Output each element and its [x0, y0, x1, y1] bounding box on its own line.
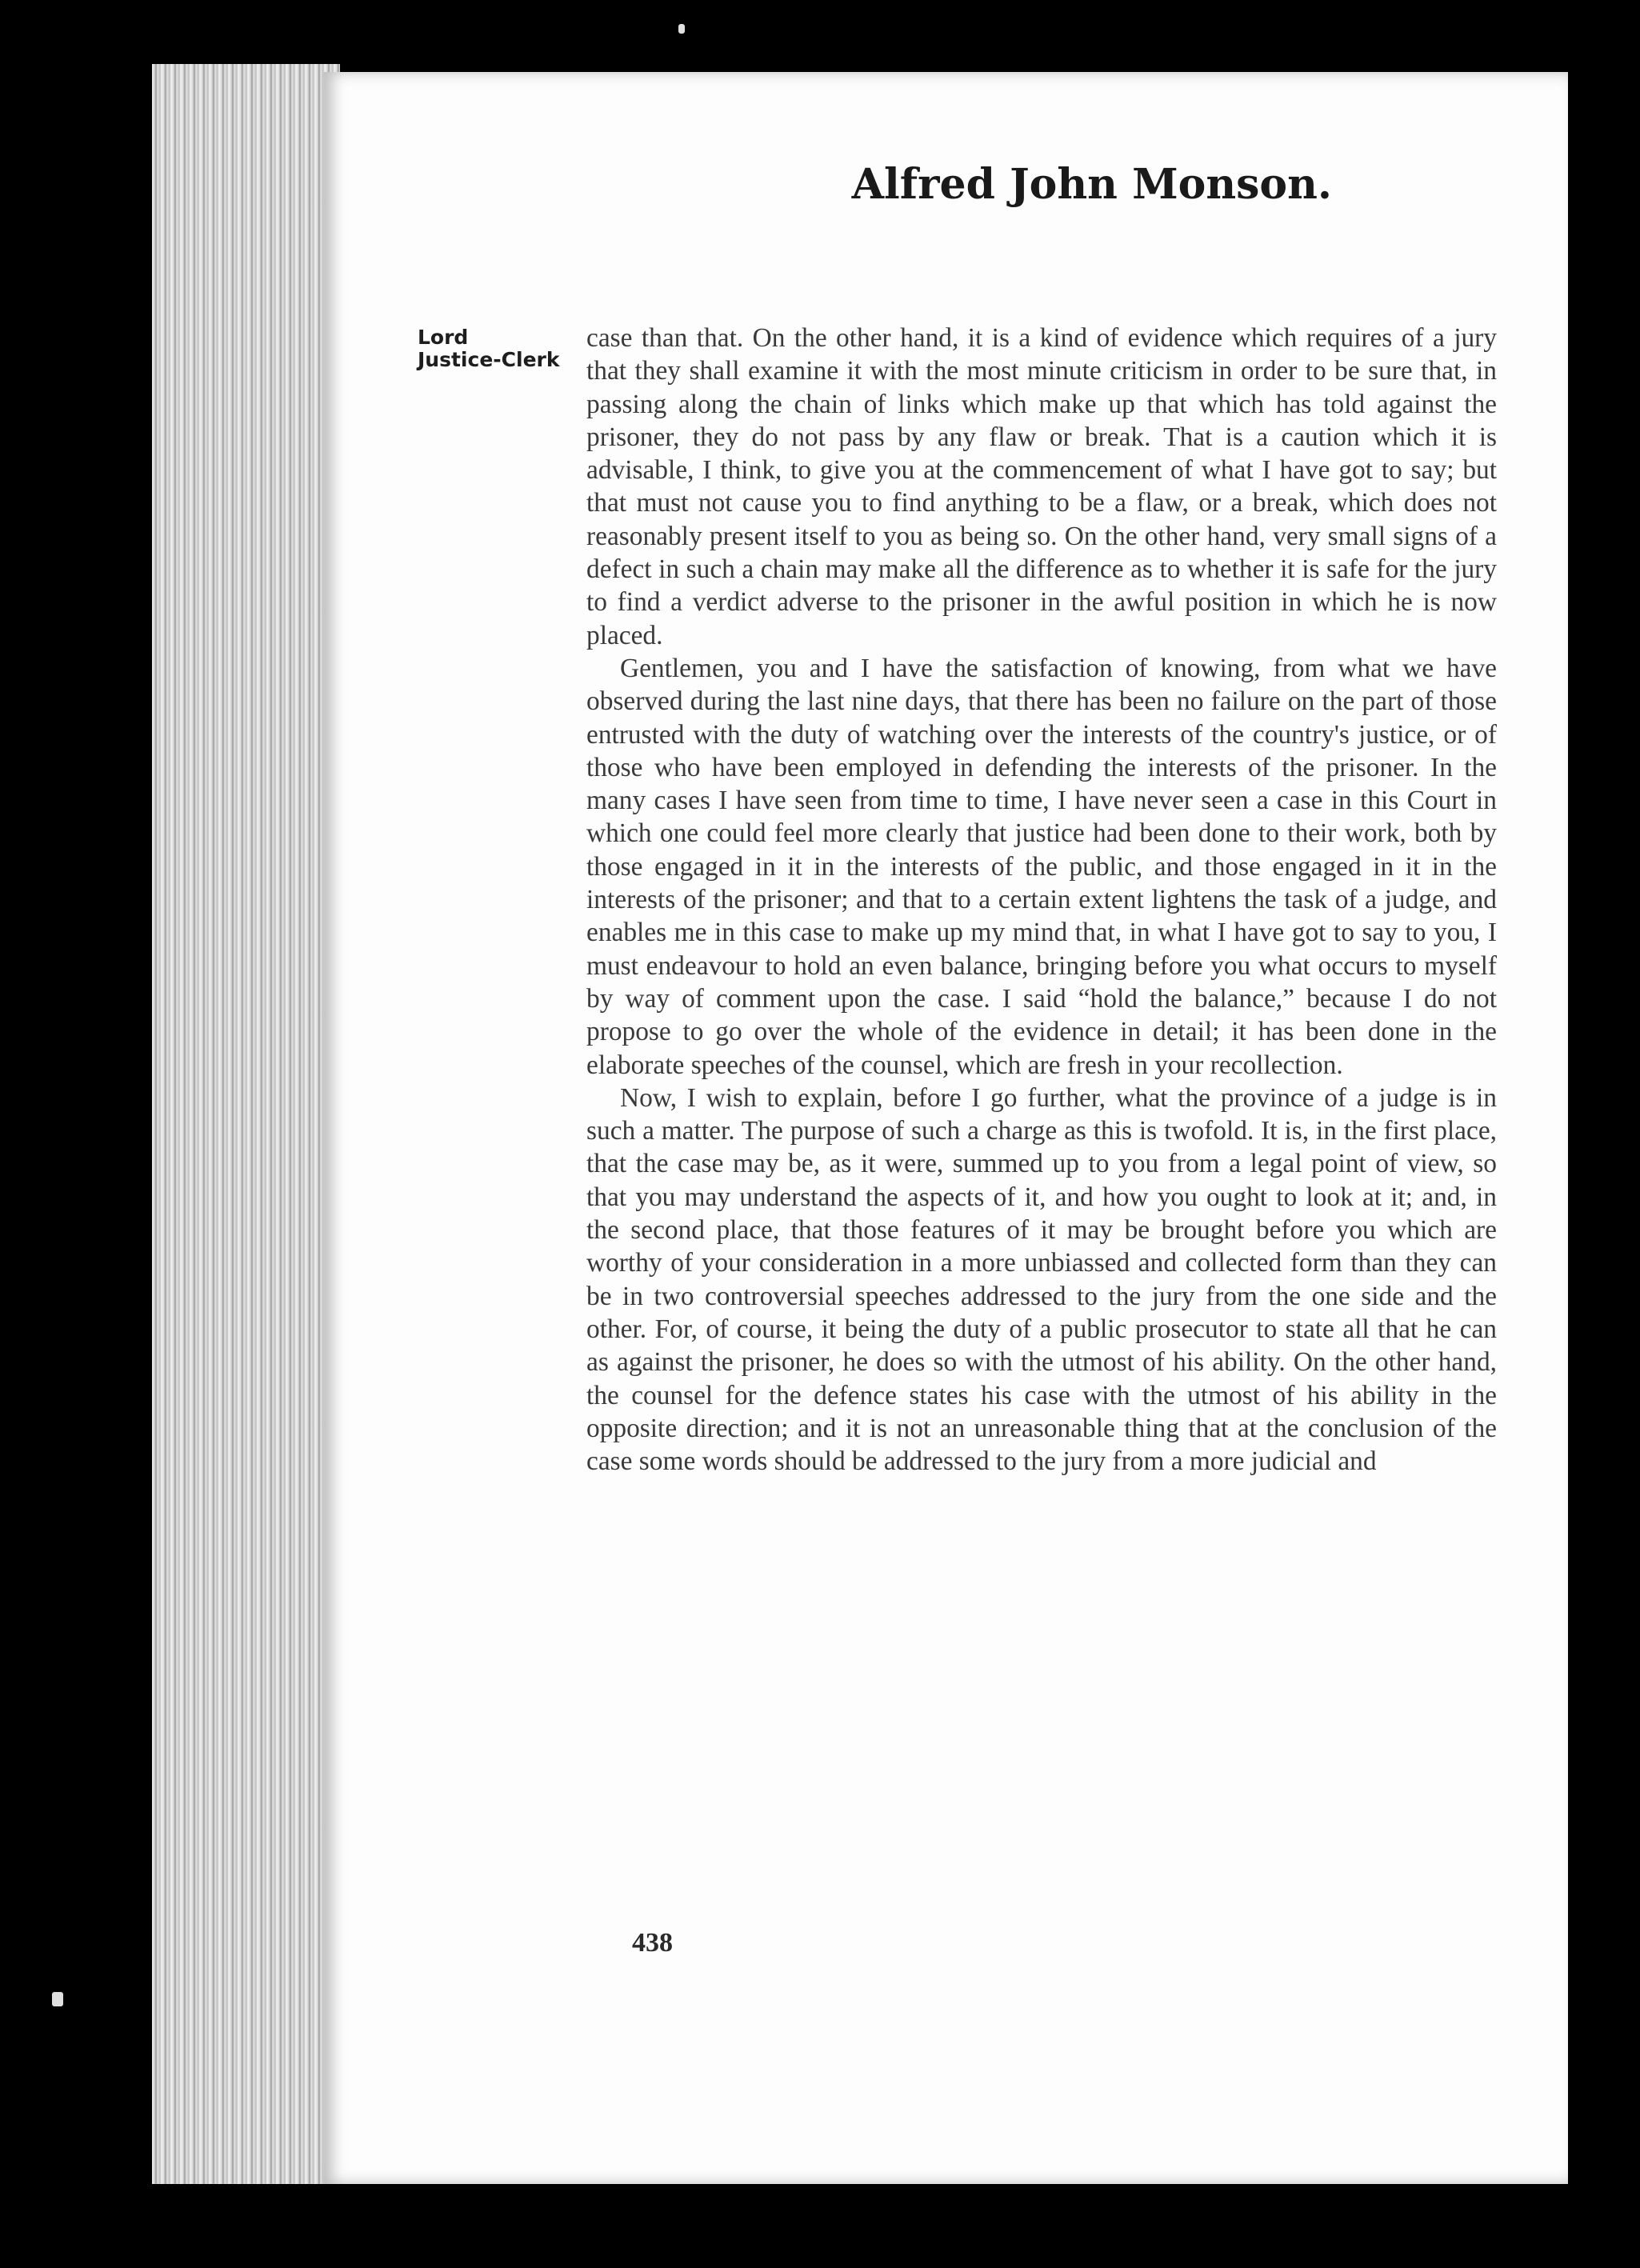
page-number: 438 — [632, 1928, 673, 1958]
body-text — [586, 322, 1497, 1478]
paragraph-1: case than that. On the other hand, it is a kind of evidence which requires of a jury that they shall examine it with the most minute criticism in order to be sure that, in passing along the chain of links which make up that which has told against the prisoner, they do not pass by any flaw or break. That is a caution which it is advisable, I think, to give you at the commencement of what I have got to say; but that must not cause you to find anything to be a flaw, or a break, which does not reasonably present itself to you as being so. On the other hand, very small signs of a defect in such a chain may make all the difference as to whether it is safe for the jury to find a verdict adverse to the prisoner in the awful position in which he is now placed. — [586, 323, 1497, 650]
margin-sidenote — [418, 326, 559, 371]
paragraph-3: Now, I wish to explain, before I go further, what the province of a judge is in such a matter. The purpose of such a charge as this is twofold. It is, in the first place, that the case may be, as it were, summed up to you from a legal point of view, so that you may understand the aspects of it, and how you ought to look at it; and, in the second place, that those features of it may be brought before you which are worthy of your consideration in a more unbiassed and collected form than they can be in two controversial speeches addressed to the jury from the one side and the other. For, of course, it being the duty of a public prosecutor to state all that he can as against the prisoner, he does so with the utmost of his ability. On the other hand, the counsel for the defence states his case with the utmost of his ability in the opposite direction; and it is not an unreasonable thing that at the conclusion of the case some words should be addressed to the jury from a more judicial and — [586, 1082, 1497, 1477]
sidenote-line-2: Justice-Clerk — [418, 348, 560, 371]
sidenote-line-1: Lord — [418, 326, 469, 349]
scan-speck — [678, 24, 685, 34]
paragraph-2: Gentlemen, you and I have the satisfaction of knowing, from what we have observed during the last nine days, that there has been no failure on the part of those entrusted with the duty of watching over the interests of the country's justice, or of those who have been employed in defending the interests of the prisoner. In the many cases I have seen from time to time, I have never seen a case in this Court in which one could feel more clearly that justice had been done to their work, both by those engaged in it in the interests of the public, and those engaged in it in the interests of the prisoner; and that to a certain extent lightens the task of a judge, and enables me in this case to make up my mind that, in what I have got to say to you, I must endeavour to hold an even balance, bringing before you what occurs to myself by way of comment upon the case. I said “hold the balance,” because I do not propose to go over the whole of the evidence in detail; it has been done in the elaborate speeches of the counsel, which are fresh in your recollection. — [586, 653, 1497, 1080]
book-page-edges — [152, 64, 340, 2184]
scan-speck — [52, 1992, 63, 2006]
running-head: Alfred John Monson. — [851, 160, 1332, 209]
